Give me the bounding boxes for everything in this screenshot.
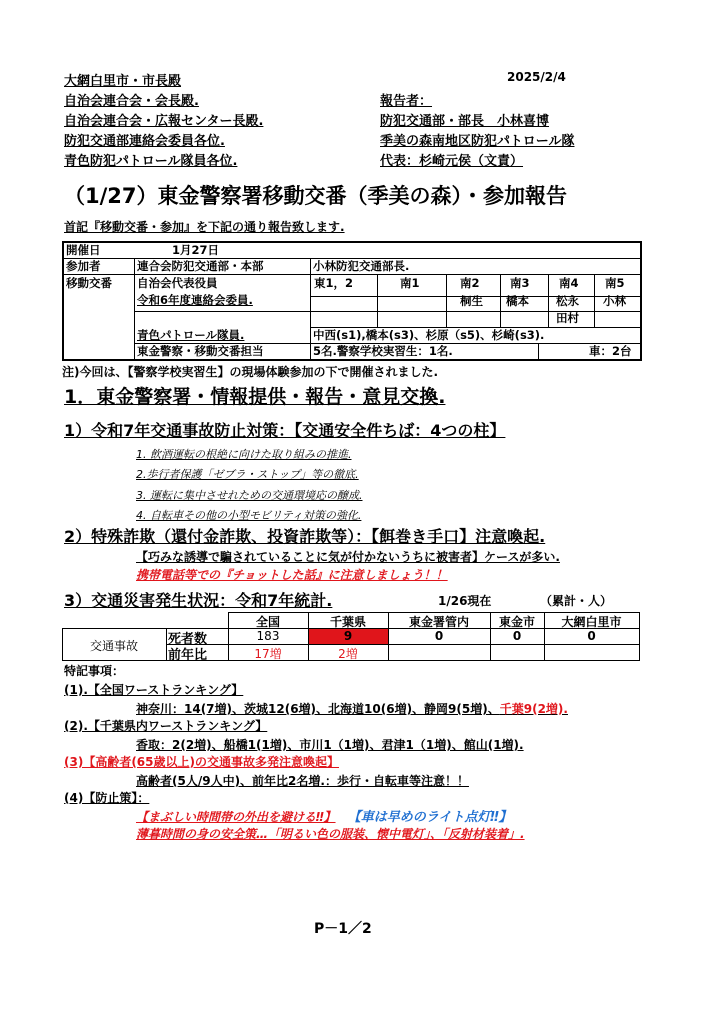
col-togane-city: 東金市 — [498, 615, 535, 629]
district-member-3: 桐生 — [460, 294, 483, 308]
remark-3-title: (3)【高齢者(65歳以上)の交通事故多発注意喚起】 — [64, 755, 339, 769]
yoy-national: 17増 — [254, 647, 282, 661]
koban-label: 移動交番 — [66, 276, 112, 290]
patrol-label: 青色パトロール隊員. — [137, 328, 245, 342]
deaths-chiba: 9 — [343, 629, 353, 643]
reporter-line-3: 代表：杉崎元侯（文責） — [380, 154, 524, 169]
remark-4-line-2: 薄暮時間の身の安全策…「明るい色の服装、懐中電灯」、「反射材装着」. — [136, 827, 525, 841]
yoy-chiba: 2増 — [338, 647, 358, 661]
sub-2-title: 2）特殊詐欺（還付金詐欺、投資詐欺等）：【餌巻き手口】注意喚起. — [64, 527, 546, 546]
yoy-label: 前年比 — [168, 648, 208, 663]
district-1: 東1，2 — [314, 276, 354, 290]
date-value: 1月27日 — [172, 243, 220, 257]
deaths-oamishirasato: 0 — [587, 629, 596, 643]
col-oamishirasato: 大網白里市 — [561, 615, 622, 629]
sub-3-title: 3）交通災害発生状況：令和7年統計. — [64, 591, 333, 610]
addressee-4: 防犯交通部連絡会委員各位. — [64, 134, 225, 149]
org-2a: 自治会代表役員 — [137, 276, 218, 290]
district-5: 南4 — [559, 276, 579, 290]
district-member-5b: 田村 — [556, 311, 579, 325]
addressee-2: 自治会連合会・会長殿. — [64, 94, 199, 109]
remark-1-body-chiba: 千葉9(2増). — [499, 702, 568, 716]
sub-1-item-4: 4. 自転車その他の小型モビリティ対策の強化. — [136, 509, 362, 522]
district-member-5: 松永 — [556, 294, 579, 308]
col-chiba: 千葉県 — [329, 615, 366, 629]
addressee-5: 青色防犯パトロール隊員各位. — [64, 154, 238, 169]
reporter-label: 報告者： — [380, 94, 433, 109]
reporter-line-1: 防犯交通部・部長 小林喜博 — [380, 114, 550, 129]
addressee-1: 大網白里市・市長殿 — [64, 74, 182, 89]
police-label: 東金警察・移動交番担当 — [137, 344, 264, 358]
remark-2-title: (2).【千葉県内ワーストランキング】 — [64, 719, 268, 733]
org-2b: 令和6年度連絡会委員. — [137, 293, 253, 307]
deaths-label: 死者数 — [168, 632, 208, 647]
section-1-title: 1．東金警察署・情報提供・報告・意見交換. — [64, 386, 446, 408]
remark-4-line-1-blue: 【車は早めのライト点灯‼】 — [347, 810, 512, 825]
col-togane-station: 東金署管内 — [408, 615, 469, 629]
org-1: 連合会防犯交通部・本部 — [137, 259, 264, 273]
district-member-6: 小林 — [603, 294, 626, 308]
deaths-togane-city: 0 — [512, 629, 522, 643]
remark-2-body: 香取：2(2増)、船橋1(1増)、市川1（1増)、君津1（1増)、館山(1増). — [136, 738, 524, 752]
sub-2-line-2: 携帯電話等での『チョットした話』に注意しましょう！！ — [136, 568, 448, 582]
col-national: 全国 — [255, 615, 280, 629]
report-date: 2025/2/4 — [507, 70, 566, 84]
sub-1-title: 1）令和7年交通事故防止対策：【交通安全件ちば：4つの柱】 — [64, 421, 506, 440]
addressee-3: 自治会連合会・広報センター長殿. — [64, 114, 264, 129]
sub-1-item-1: 1. 飲酒運転の根絶に向けた取り組みの推進. — [136, 448, 352, 461]
page-number: P－1／2 — [314, 921, 372, 937]
cars-count: 車：2台 — [589, 344, 632, 358]
note-text: 注)今回は、【警察学校実習生】の現場体験参加の下で開催されました. — [62, 365, 439, 379]
accident-stats-table — [62, 612, 640, 663]
remark-1-title: (1).【全国ワーストランキング】 — [64, 683, 244, 697]
sub-2-line-1: 【巧みな誘導で騙されていることに気が付かないうちに被害者】ケースが多い. — [136, 550, 560, 564]
date-label: 開催日 — [66, 243, 101, 257]
deaths-togane-station: 0 — [434, 629, 444, 643]
district-2: 南1 — [400, 276, 420, 290]
sub-1-item-3: 3. 運転に集中させれための交通環境応の醸成. — [136, 489, 363, 502]
patrol-members: 中西(s1),橋本(s3)、杉原（s5)、杉崎(s3). — [313, 328, 545, 342]
remark-4-line-1 — [136, 806, 511, 825]
remarks-label: 特記事項： — [64, 664, 125, 678]
org-1-member: 小林防犯交通部長. — [313, 259, 410, 273]
stat-unit: （累計・人） — [540, 594, 613, 608]
district-4: 南3 — [510, 276, 530, 290]
intro-text: 首記『移動交番・参加』を下記の通り報告致します. — [64, 220, 345, 234]
participants-table — [62, 241, 642, 361]
district-member-4: 橋本 — [506, 294, 529, 308]
remark-1-body — [136, 700, 568, 717]
police-members: 5名.警察学校実習生：1名. — [313, 344, 453, 358]
document-title: （1/27）東金警察署移動交番（季美の森）・参加報告 — [64, 184, 568, 208]
district-6: 南5 — [605, 276, 625, 290]
remark-1-body-text: 神奈川：14(7増)、茨城12(6増)、北海道10(6増)、静岡9(5増)、 — [136, 702, 500, 716]
participants-label: 参加者 — [66, 259, 101, 273]
remark-4-line-1-red: 【まぶしい時間帯の外出を避ける‼】 — [136, 810, 336, 824]
remark-3-body: 高齢者(5人/9人中)、前年比2名増.：歩行・自転車等注意！！ — [136, 774, 469, 788]
as-of-date: 1/26現在 — [438, 594, 492, 608]
district-3: 南2 — [460, 276, 480, 290]
reporter-line-2: 季美の森南地区防犯パトロール隊 — [380, 134, 575, 149]
remark-4-title: (4)【防止策】： — [64, 791, 150, 805]
deaths-national: 183 — [256, 629, 280, 643]
sub-1-item-2: 2.歩行者保護「ゼブラ・ストップ」等の徹底. — [136, 468, 359, 481]
row-label-accidents: 交通事故 — [89, 639, 138, 653]
